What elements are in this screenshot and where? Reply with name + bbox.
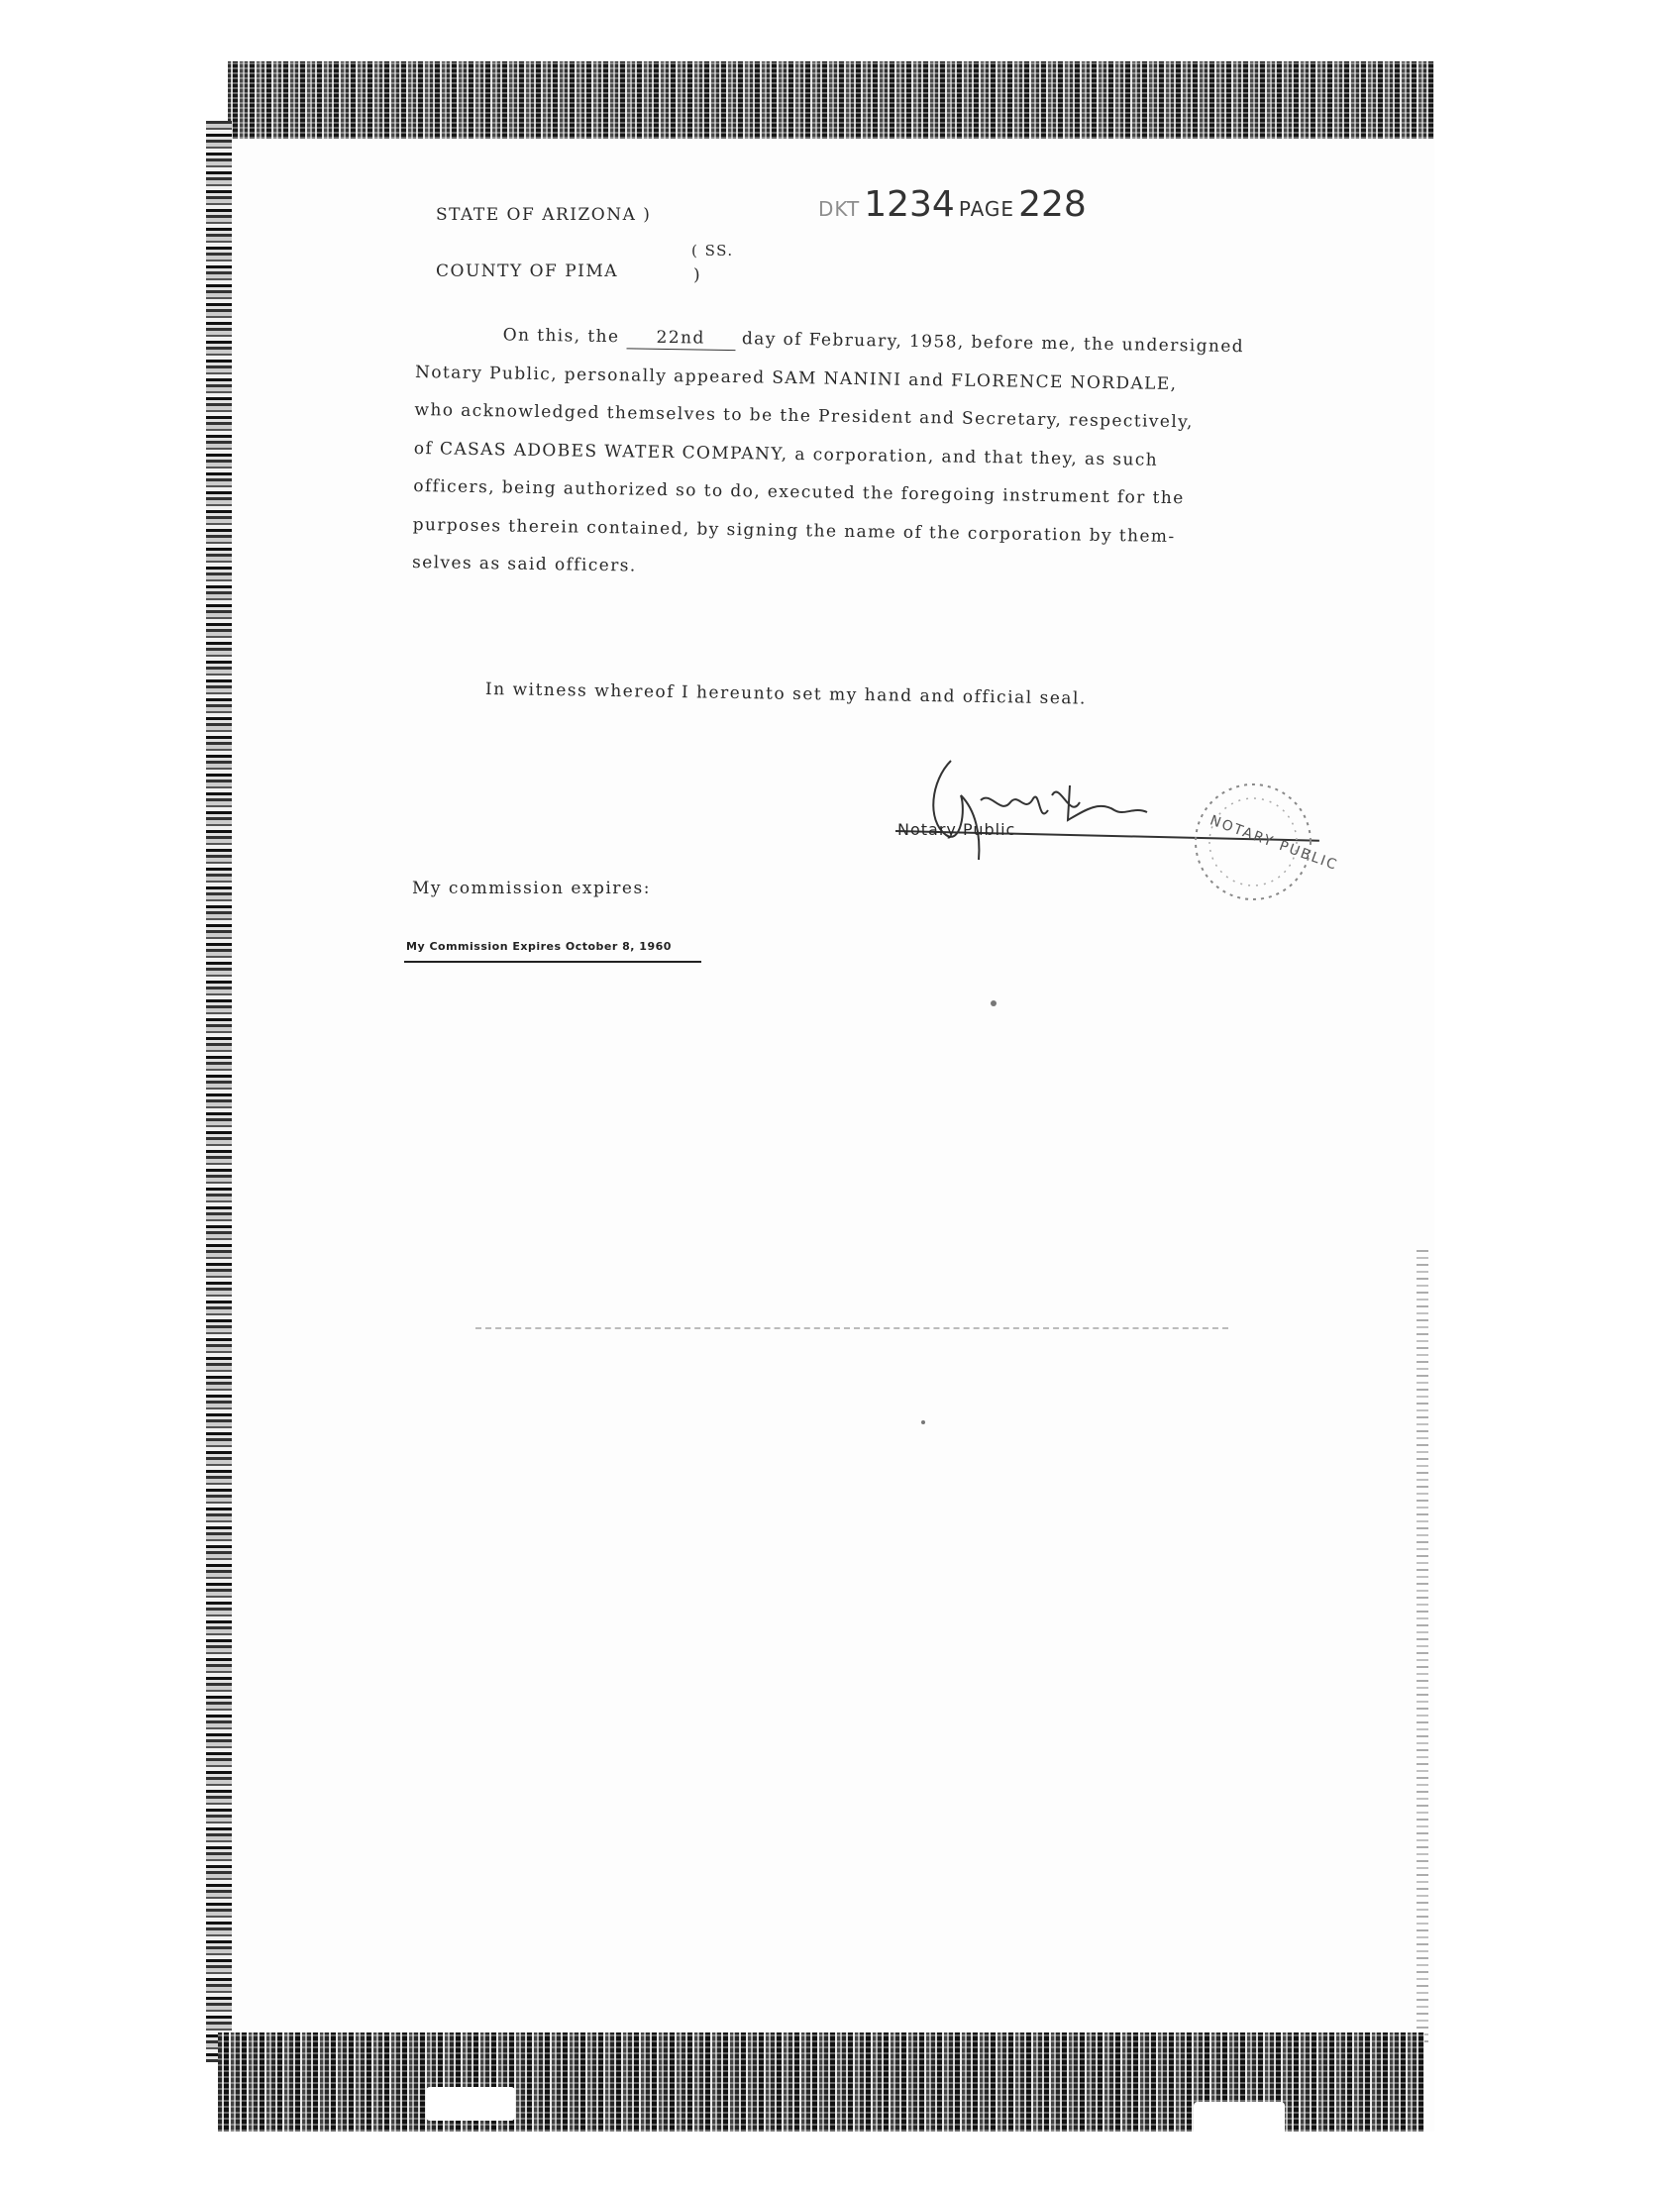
page-number: 228 — [1018, 184, 1087, 225]
faint-bleed-line — [475, 1327, 1228, 1329]
book-page-reference — [814, 184, 1087, 225]
page-prefix: PAGE — [958, 197, 1015, 221]
county-line: COUNTY OF PIMA — [436, 261, 619, 281]
notary-signature — [921, 741, 1179, 870]
book-prefix: DKT — [818, 197, 861, 221]
commission-underline — [404, 961, 701, 963]
punch-hole — [426, 2087, 515, 2121]
scan-border-top — [228, 61, 1434, 139]
ack-line-7: selves as said officers. — [411, 552, 637, 576]
ack-line-4: of CASAS ADOBES WATER COMPANY, a corporation, and that they, as such — [413, 438, 1159, 470]
ack-line-5: officers, being authorized so to do, executed the foregoing instrument for the — [413, 475, 1185, 509]
seal-text: NOTARY PUBLIC — [1208, 812, 1340, 875]
notary-public-caption: Notary Public — [897, 820, 1016, 839]
acknowledgment-paragraph — [412, 315, 1367, 597]
ack-line-2: Notary Public, personally appeared SAM NANINI and FLORENCE NORDALE, — [414, 362, 1178, 394]
commission-stamp: My Commission Expires October 8, 1960 — [406, 940, 672, 953]
county-bracket: ) — [693, 265, 702, 285]
scan-border-left — [206, 121, 232, 2062]
witness-clause: In witness whereof I hereunto set my hand and official seal. — [484, 679, 1087, 709]
book-number: 1234 — [864, 184, 955, 225]
scan-speck — [991, 1000, 997, 1006]
ack-line-1-start: On this, the — [502, 325, 620, 348]
state-line: STATE OF ARIZONA ) — [436, 205, 652, 225]
ack-line-1-end: day of February, 1958, before me, the undersigned — [741, 329, 1245, 358]
scan-speck — [921, 1420, 925, 1424]
ack-line-6: purposes therein contained, by signing the name of the corporation by them- — [412, 514, 1176, 547]
day-field: 22nd — [626, 326, 735, 351]
ss-marker: ( SS. — [691, 242, 734, 260]
punch-hole — [1194, 2102, 1285, 2139]
commission-label: My commission expires: — [412, 879, 651, 898]
ack-line-3: who acknowledged themselves to be the President and Secretary, respectively, — [414, 399, 1194, 433]
scan-border-right — [1417, 1250, 1428, 2042]
